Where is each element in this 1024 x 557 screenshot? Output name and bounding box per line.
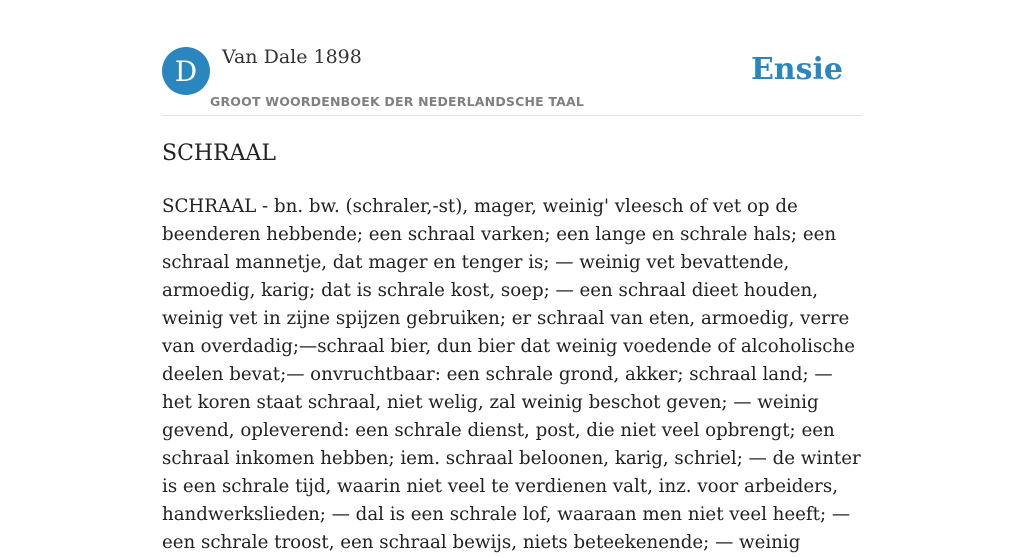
entry-definition: SCHRAAL - bn. bw. (schraler,-st), mager, weinig' vleesch of vet op de beenderen hebbende; een schraal varken; een lange en schrale hals; een schraal mannetje, dat mager en tenger is; — weinig vet bevattende, armoedig, karig; dat is schrale kost, soep; — een schraal dieet houden, weinig vet in zijne spijzen gebruiken; er schraal van eten, armoedig, verre van overdadig;—schraal bier, dun bier dat weinig voedende of alcoholische deelen bevat;— onvruchtbaar: een schrale grond, akker; schraal land; — het koren staat schraal, niet welig, zal weinig beschot geven; — weinig gevend, opleverend: een schrale dienst, post, die niet veel opbrengt; een schraal inkomen hebben; iem. schraal beloonen, karig, schriel; — de winter is een schrale tijd, waarin niet veel te verdienen valt, inz. voor arbeiders, handwerkslieden; — dal is een schrale lof, waaraan men niet veel heeft; — een schrale troost, een schraal bewijs, niets beteekenende; — weinig <box>162 196 861 553</box>
ensie-logo-link[interactable]: Ensie <box>750 52 843 87</box>
entry-headword: SCHRAAL <box>162 141 277 166</box>
logo-letter: D <box>174 54 198 88</box>
dictionary-subtitle: GROOT WOORDENBOEK DER NEDERLANDSCHE TAAL <box>210 94 585 109</box>
dictionary-title[interactable]: Van Dale 1898 <box>222 46 362 68</box>
header-divider <box>162 115 862 116</box>
dictionary-logo-icon[interactable] <box>162 47 210 95</box>
